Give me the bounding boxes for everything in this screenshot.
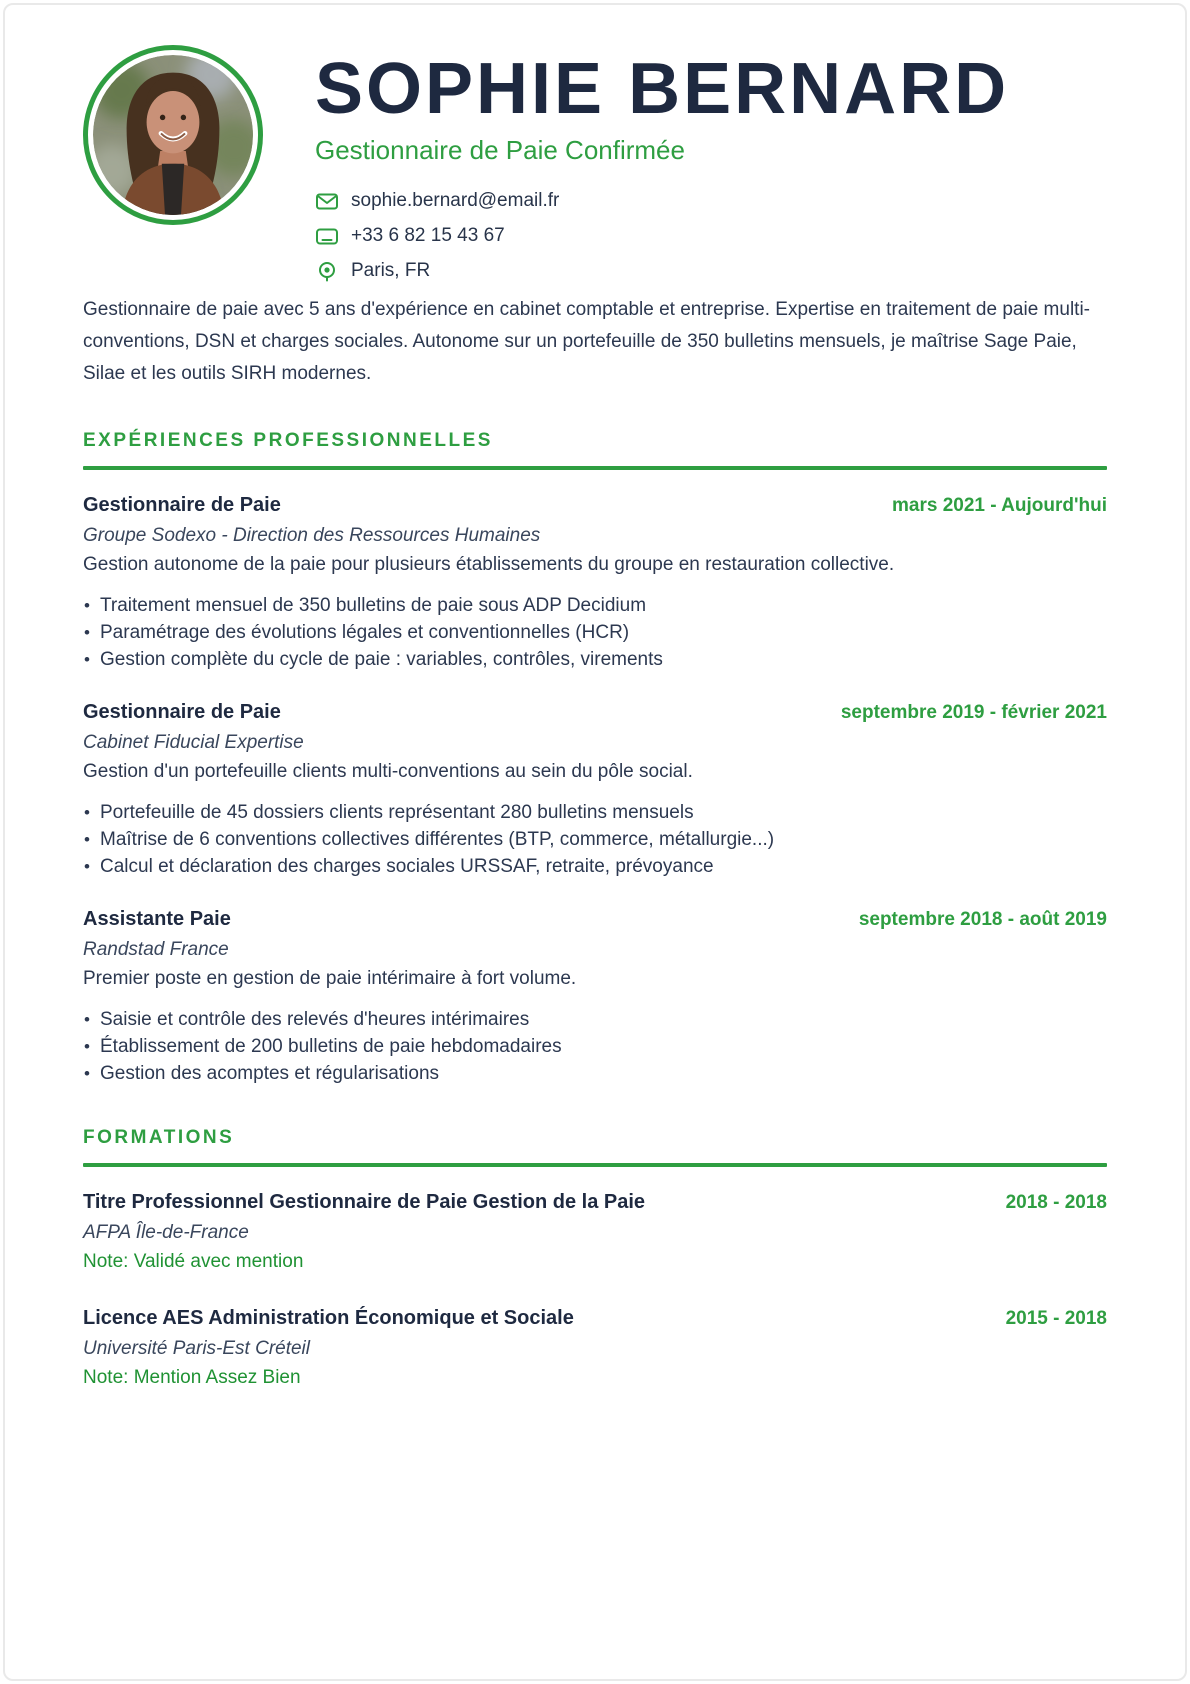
school-name: Université Paris-Est Créteil bbox=[83, 1338, 310, 1360]
bullet-item: • Gestion complète du cycle de paie : variables, contrôles, virements bbox=[83, 646, 1107, 673]
summary-paragraph: Gestionnaire de paie avec 5 ans d'expérience en cabinet comptable et entreprise. Expertise en traitement de paie multi-conventions, DSN et charges sociales. Autonome sur un portefeuille de 350 bulletins mensuels, je maîtrise Sage Paie, Silae et les outils SIRH modernes. bbox=[83, 299, 1090, 385]
job-bullet-list bbox=[83, 592, 1107, 673]
job-description: Premier poste en gestion de paie intérimaire à fort volume. bbox=[83, 968, 577, 990]
entry-header-row bbox=[83, 908, 1107, 931]
bullet-item: • Maîtrise de 6 conventions collectives différentes (BTP, commerce, métallurgie...) bbox=[83, 826, 1107, 853]
experience-entry bbox=[83, 908, 1107, 1087]
experience-section-title: EXPÉRIENCES PROFESSIONNELLES bbox=[83, 430, 493, 452]
bullet-item: • Calcul et déclaration des charges sociales URSSAF, retraite, prévoyance bbox=[83, 853, 1107, 880]
education-entry bbox=[83, 1191, 1107, 1275]
bullet-item: • Saisie et contrôle des relevés d'heures intérimaires bbox=[83, 1006, 1107, 1033]
education-entry bbox=[83, 1307, 1107, 1391]
education-section-title: FORMATIONS bbox=[83, 1127, 235, 1149]
phone-text: +33 6 82 15 43 67 bbox=[351, 225, 505, 247]
job-dates: mars 2021 - Aujourd'hui bbox=[892, 495, 1107, 517]
profile-photo bbox=[83, 45, 263, 225]
company-name: Randstad France bbox=[83, 939, 229, 961]
resume-page bbox=[3, 3, 1187, 1681]
contact-location bbox=[315, 260, 1107, 282]
section-divider bbox=[83, 466, 1107, 470]
job-description: Gestion d'un portefeuille clients multi-conventions au sein du pôle social. bbox=[83, 761, 693, 783]
envelope-icon bbox=[315, 193, 339, 210]
company-name: Groupe Sodexo - Direction des Ressources Humaines bbox=[83, 525, 541, 547]
contact-phone bbox=[315, 225, 1107, 247]
education-section bbox=[83, 1127, 1107, 1391]
profile-photo-illustration bbox=[93, 55, 253, 215]
degree-dates: 2018 - 2018 bbox=[1005, 1192, 1107, 1214]
entry-header-row bbox=[83, 701, 1107, 724]
email-text: sophie.bernard@email.fr bbox=[351, 190, 560, 212]
bullet-item: • Traitement mensuel de 350 bulletins de paie sous ADP Decidium bbox=[83, 592, 1107, 619]
map-pin-icon bbox=[315, 261, 339, 282]
professional-title: Gestionnaire de Paie Confirmée bbox=[315, 135, 685, 166]
resume-header bbox=[83, 45, 1107, 282]
degree-title: Licence AES Administration Économique et Sociale bbox=[83, 1307, 574, 1330]
degree-dates: 2015 - 2018 bbox=[1005, 1308, 1107, 1330]
degree-title: Titre Professionnel Gestionnaire de Paie Gestion de la Paie bbox=[83, 1191, 646, 1214]
bullet-item: • Portefeuille de 45 dossiers clients représentant 280 bulletins mensuels bbox=[83, 799, 1107, 826]
job-dates: septembre 2018 - août 2019 bbox=[858, 909, 1107, 931]
phone-icon bbox=[315, 228, 339, 245]
job-title: Gestionnaire de Paie bbox=[83, 701, 281, 724]
bullet-item: • Paramétrage des évolutions légales et conventionnelles (HCR) bbox=[83, 619, 1107, 646]
school-name: AFPA Île-de-France bbox=[83, 1222, 249, 1244]
experience-entry bbox=[83, 494, 1107, 673]
contact-email bbox=[315, 190, 1107, 212]
section-divider bbox=[83, 1163, 1107, 1167]
job-bullet-list bbox=[83, 799, 1107, 880]
location-text: Paris, FR bbox=[351, 260, 431, 282]
job-title: Assistante Paie bbox=[83, 908, 231, 931]
job-bullet-list bbox=[83, 1006, 1107, 1087]
education-entries bbox=[83, 1191, 1107, 1391]
entry-header-row bbox=[83, 1307, 1107, 1330]
bullet-item: • Établissement de 200 bulletins de paie hebdomadaires bbox=[83, 1033, 1107, 1060]
job-dates: septembre 2019 - février 2021 bbox=[840, 702, 1107, 724]
entry-header-row bbox=[83, 494, 1107, 517]
bullet-item: • Gestion des acomptes et régularisations bbox=[83, 1060, 1107, 1087]
grade-note: Note: Validé avec mention bbox=[83, 1251, 304, 1273]
entry-header-row bbox=[83, 1191, 1107, 1214]
job-title: Gestionnaire de Paie bbox=[83, 494, 281, 517]
header-text-block bbox=[315, 45, 1107, 282]
company-name: Cabinet Fiducial Expertise bbox=[83, 732, 304, 754]
experience-entry bbox=[83, 701, 1107, 880]
experience-section bbox=[83, 430, 1107, 1087]
experience-entries bbox=[83, 494, 1107, 1087]
job-description: Gestion autonome de la paie pour plusieurs établissements du groupe en restauration collective. bbox=[83, 554, 895, 576]
contact-list bbox=[315, 190, 1107, 282]
page-title: SOPHIE BERNARD bbox=[315, 49, 1010, 129]
grade-note: Note: Mention Assez Bien bbox=[83, 1367, 301, 1389]
